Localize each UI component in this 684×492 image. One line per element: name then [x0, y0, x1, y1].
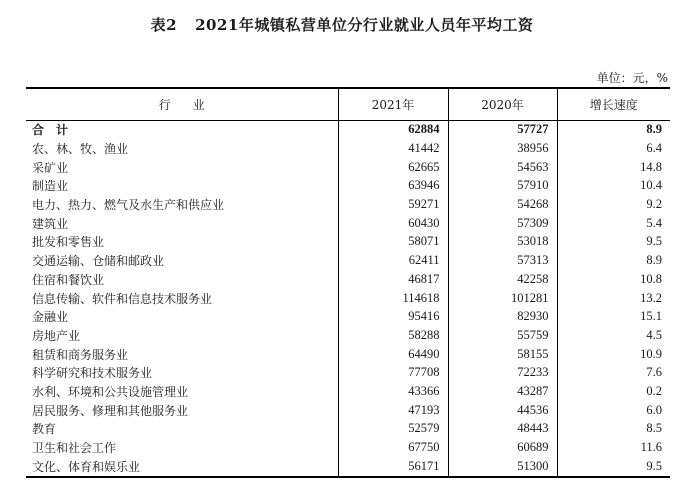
- value-2020: 57910: [448, 177, 557, 196]
- value-2021: 62665: [338, 158, 448, 177]
- row-name: 交通运输、仓储和邮政业: [32, 254, 165, 269]
- value-2020: 43287: [448, 382, 557, 401]
- value-2021: 56171: [338, 457, 448, 477]
- value-2020: 82930: [448, 307, 557, 326]
- table-row: [26, 214, 670, 233]
- value-growth: 6.4: [557, 139, 670, 158]
- value-2020: 72233: [448, 363, 557, 382]
- value-2021: 58288: [338, 326, 448, 345]
- row-name: 文化、体育和娱乐业: [26, 457, 338, 477]
- value-growth: 10.9: [557, 345, 670, 364]
- value-2020: 51300: [448, 457, 557, 477]
- value-growth: 0.2: [557, 382, 670, 401]
- row-name: 住宿和餐饮业: [32, 272, 105, 287]
- value-growth: 4.5: [557, 326, 670, 345]
- value-2021: 43366: [338, 382, 448, 401]
- row-name: 信息传输、软件和信息技术服务业: [32, 291, 213, 306]
- table-row: [26, 289, 670, 308]
- value-growth: 8.9: [557, 120, 670, 139]
- value-2020: 57309: [448, 214, 557, 233]
- row-name: 水利、环境和公共设施管理业: [32, 384, 189, 399]
- value-growth: 8.9: [557, 251, 670, 270]
- table-row: [26, 438, 670, 457]
- row-name: 批发和零售业: [32, 235, 105, 250]
- table-row: [26, 326, 670, 345]
- table-row-total: [26, 120, 670, 139]
- row-name: 教育: [32, 422, 57, 437]
- value-growth: 9.5: [557, 457, 670, 477]
- row-name: 房地产业: [32, 328, 81, 343]
- value-growth: 9.2: [557, 195, 670, 214]
- row-name: 合计: [32, 123, 81, 138]
- table-row: [26, 307, 670, 326]
- value-2021: 77708: [338, 363, 448, 382]
- value-2020: 44536: [448, 401, 557, 420]
- value-2020: 58155: [448, 345, 557, 364]
- header-industry: 行业: [26, 88, 338, 120]
- value-2020: 53018: [448, 233, 557, 252]
- value-growth: 10.8: [557, 270, 670, 289]
- row-name: 采矿业: [32, 160, 69, 175]
- value-growth: 11.6: [557, 438, 670, 457]
- value-2021: 41442: [338, 139, 448, 158]
- row-name: 卫生和社会工作: [32, 441, 117, 456]
- row-name: 建筑业: [32, 216, 69, 231]
- table-row: [26, 177, 670, 196]
- table-row: [26, 195, 670, 214]
- table-row: [26, 251, 670, 270]
- value-2020: 42258: [448, 270, 557, 289]
- value-2020: 60689: [448, 438, 557, 457]
- header-growth: 增长速度: [557, 88, 670, 120]
- value-2020: 54563: [448, 158, 557, 177]
- row-name: 农、林、牧、渔业: [32, 142, 129, 157]
- value-2021: 95416: [338, 307, 448, 326]
- value-2021: 52579: [338, 420, 448, 439]
- value-2020: 101281: [448, 289, 557, 308]
- value-2021: 64490: [338, 345, 448, 364]
- page-title: [0, 14, 684, 35]
- table-row: [26, 457, 670, 477]
- value-growth: 10.4: [557, 177, 670, 196]
- value-2021: 60430: [338, 214, 448, 233]
- table-row: [26, 363, 670, 382]
- value-2020: 57313: [448, 251, 557, 270]
- value-growth: 6.0: [557, 401, 670, 420]
- value-2021: 59271: [338, 195, 448, 214]
- value-2020: 55759: [448, 326, 557, 345]
- header-2020: 2020年: [448, 88, 557, 120]
- unit-note: 单位：元，%: [596, 71, 668, 85]
- value-2021: 47193: [338, 401, 448, 420]
- table-row: [26, 420, 670, 439]
- value-2020: 38956: [448, 139, 557, 158]
- value-growth: 13.2: [557, 289, 670, 308]
- value-2021: 63946: [338, 177, 448, 196]
- table-row: [26, 270, 670, 289]
- value-2021: 114618: [338, 289, 448, 308]
- row-name: 电力、热力、燃气及水生产和供应业: [32, 198, 225, 213]
- row-name: 金融业: [32, 310, 69, 325]
- row-name: 租赁和商务服务业: [32, 347, 129, 362]
- value-2020: 54268: [448, 195, 557, 214]
- row-name: 居民服务、修理和其他服务业: [32, 403, 189, 418]
- value-growth: 14.8: [557, 158, 670, 177]
- value-2021: 62884: [338, 120, 448, 139]
- value-2021: 67750: [338, 438, 448, 457]
- wage-table: [26, 87, 670, 478]
- value-2020: 48443: [448, 420, 557, 439]
- value-growth: 9.5: [557, 233, 670, 252]
- value-growth: 5.4: [557, 214, 670, 233]
- table-row: [26, 401, 670, 420]
- value-2021: 58071: [338, 233, 448, 252]
- table-row: [26, 158, 670, 177]
- value-2020: 57727: [448, 120, 557, 139]
- table-header-row: [26, 88, 670, 120]
- value-2021: 62411: [338, 251, 448, 270]
- value-growth: 8.5: [557, 420, 670, 439]
- table-row: [26, 233, 670, 252]
- table-row: [26, 345, 670, 364]
- row-name: 制造业: [32, 179, 69, 194]
- header-2021: 2021年: [338, 88, 448, 120]
- table-row: [26, 139, 670, 158]
- value-growth: 15.1: [557, 307, 670, 326]
- value-2021: 46817: [338, 270, 448, 289]
- table-number: 表2: [150, 16, 178, 34]
- title-text: 2021年城镇私营单位分行业就业人员年平均工资: [195, 16, 534, 34]
- row-name: 科学研究和技术服务业: [32, 366, 153, 381]
- value-growth: 7.6: [557, 363, 670, 382]
- table-row: [26, 382, 670, 401]
